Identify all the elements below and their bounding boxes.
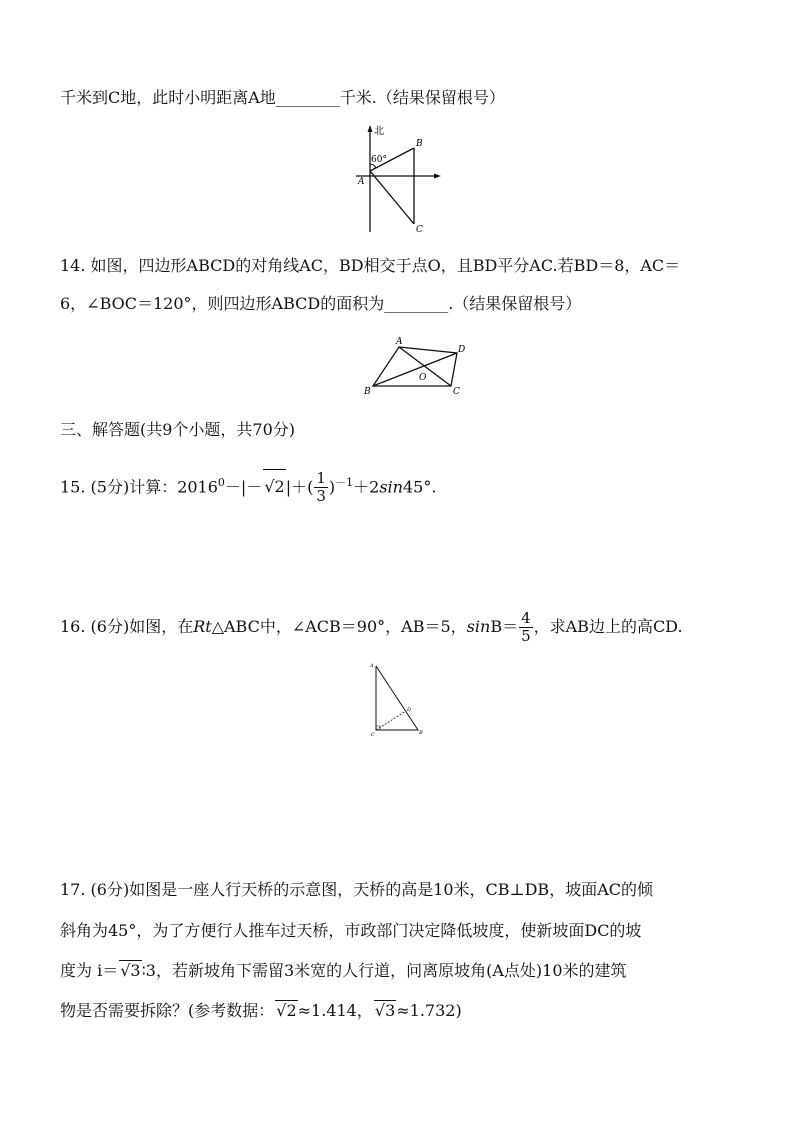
point-a-label: A xyxy=(358,177,365,187)
q17-line3 xyxy=(60,960,627,981)
q17-line2: 斜角为45°，为了方便行人推车过天桥，市政部门决定降低坡度，使新坡面DC的坡 xyxy=(60,921,642,940)
east-arrow-head xyxy=(434,174,441,179)
north-arrow-head xyxy=(368,125,373,132)
q16-b-eq: B＝ xyxy=(490,617,519,636)
q13-tail-text: 千米到C地，此时小明距离A地________千米.（结果保留根号） xyxy=(60,88,505,107)
q17-sqrt3: √3 xyxy=(120,961,141,980)
q16-rt: Rt xyxy=(193,617,212,636)
point-c-label: C xyxy=(371,732,375,738)
figure-north-direction xyxy=(352,124,444,236)
q17-ref-sqrt2: √2 xyxy=(276,1001,297,1020)
q15-abs-close: |＋( xyxy=(285,477,314,497)
q16-mid: △ABC中，∠ACB＝90°，AB＝5， xyxy=(211,617,467,636)
triangle-abc xyxy=(376,666,418,730)
figure-quadrilateral xyxy=(362,336,472,398)
figure-right-triangle xyxy=(366,660,426,738)
point-d-label: D xyxy=(407,707,412,713)
q17-line4 xyxy=(60,1000,462,1021)
section-3-heading: 三、解答题(共9个小题，共70分) xyxy=(60,420,296,439)
quadrilateral-abcd xyxy=(373,347,457,386)
q15-minus-abs: －|－ xyxy=(224,477,263,497)
q15-exp-zero: 0 xyxy=(217,476,225,489)
north-label: 北 xyxy=(374,126,384,137)
q17-line4-mid: ≈1.414， xyxy=(297,1001,373,1020)
q16-frac-den: 5 xyxy=(521,627,531,645)
point-b-label: B xyxy=(416,139,423,149)
q16-text xyxy=(60,610,683,645)
q17-line4-pre: 物是否需要拆除？(参考数据： xyxy=(60,1001,275,1020)
q16-tail: ，求AB边上的高CD. xyxy=(533,617,683,636)
q17-line4-post: ≈1.732) xyxy=(396,1001,462,1020)
q15-fraction xyxy=(314,470,328,505)
q15-sqrt: √2 xyxy=(263,469,285,504)
q16-frac-num: 4 xyxy=(521,609,531,627)
q17-ref-sqrt3-arg: 3 xyxy=(385,1001,396,1020)
q15-sin: sin xyxy=(379,477,403,497)
q15-paren-close: ) xyxy=(328,477,336,497)
q16-prefix: 16. (6分)如图，在 xyxy=(60,617,194,636)
point-c-label: C xyxy=(416,225,423,235)
q14-line1: 14. 如图，四边形ABCD的对角线AC，BD相交于点O，且BD平分AC.若BD＝8，AC＝ xyxy=(60,256,681,275)
q16-fraction xyxy=(519,610,533,645)
q15-tail-pre: ＋2 xyxy=(353,477,380,497)
altitude-cd xyxy=(376,711,406,730)
angle-label: 60° xyxy=(371,155,387,165)
q15-frac-num: 1 xyxy=(316,469,326,488)
q16-sin: sin xyxy=(466,617,491,636)
q17-ref-sqrt3: √3 xyxy=(374,1001,396,1020)
point-a-label: A xyxy=(396,337,403,347)
q14-line2: 6，∠BOC＝120°，则四边形ABCD的面积为________.（结果保留根号） xyxy=(60,294,582,313)
q15-tail: 45°. xyxy=(402,477,437,497)
q15-sqrt-arg: 2 xyxy=(274,477,285,497)
point-b-label: B xyxy=(419,730,423,736)
q17-line3-post: ∶3，若新坡角下需留3米宽的人行道，问离原坡角(A点处)10米的建筑 xyxy=(141,961,627,980)
point-d-label: D xyxy=(458,345,466,355)
point-a-label: A xyxy=(370,663,374,669)
q15-text xyxy=(60,466,436,505)
q17-line3-pre: 度为 i＝ xyxy=(60,961,119,980)
point-c-label: C xyxy=(453,387,460,397)
q17-sqrt3-arg: 3 xyxy=(130,961,141,980)
q15-exp-neg1: －1 xyxy=(335,476,354,489)
q15-frac-den: 3 xyxy=(316,487,326,506)
point-b-label: B xyxy=(364,387,371,397)
q17-ref-sqrt2-arg: 2 xyxy=(286,1001,297,1020)
q15-prefix: 15. (5分)计算：2016 xyxy=(60,477,218,497)
q17-line1: 17. (6分)如图是一座人行天桥的示意图，天桥的高是10米，CB⊥DB，坡面AC的倾 xyxy=(60,880,653,899)
point-o-label: O xyxy=(419,373,427,383)
segment-ac xyxy=(370,171,414,224)
